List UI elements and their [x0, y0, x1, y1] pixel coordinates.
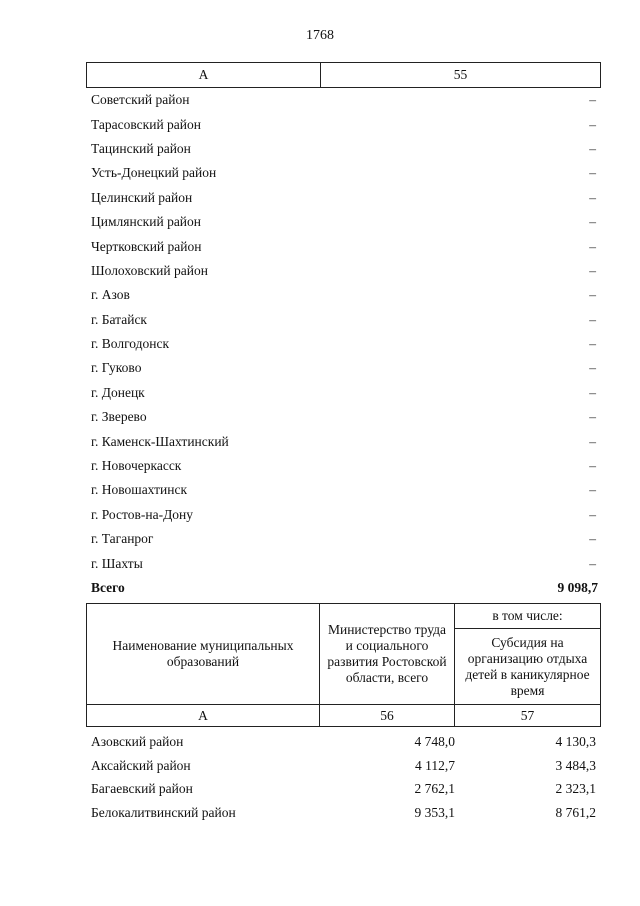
row-name: Чертковский район — [91, 238, 202, 254]
row-value: – — [589, 116, 596, 132]
row-value: – — [589, 165, 596, 181]
table-row — [91, 161, 598, 185]
table-row — [91, 381, 598, 405]
row-value: – — [589, 409, 596, 425]
row-name: Белокалитвинский район — [91, 805, 236, 821]
row-value: – — [589, 555, 596, 571]
table-row — [91, 234, 598, 258]
table-row — [91, 454, 598, 478]
table-row — [91, 551, 598, 575]
row-value: – — [589, 140, 596, 156]
row-value-57: 3 484,3 — [555, 757, 596, 773]
table-row — [91, 429, 598, 453]
row-value: – — [589, 506, 596, 522]
row-name: г. Новочеркасск — [91, 458, 182, 474]
row-value: – — [589, 92, 596, 108]
row-value-56: 4 748,0 — [414, 733, 455, 749]
row-name: Цимлянский район — [91, 214, 202, 230]
row-name: Целинский район — [91, 189, 193, 205]
row-name: г. Таганрог — [91, 531, 154, 547]
row-name: Усть-Донецкий район — [91, 165, 217, 181]
row-name: г. Донецк — [91, 384, 145, 400]
table-row — [91, 754, 596, 778]
table-header-1 — [86, 62, 601, 88]
row-value: – — [589, 214, 596, 230]
index-a: А — [87, 705, 320, 727]
table-row — [91, 210, 598, 234]
table-header-2 — [86, 603, 601, 727]
row-value-56: 9 353,1 — [414, 805, 455, 821]
header-including: в том числе: — [455, 604, 601, 629]
total-value: 9 098,7 — [557, 580, 598, 595]
table-row — [91, 137, 598, 161]
row-value: – — [589, 458, 596, 474]
row-value: – — [589, 433, 596, 449]
table-row — [91, 478, 598, 502]
total-label: Всего — [91, 580, 125, 595]
table-row — [91, 503, 598, 527]
table1-rows — [91, 88, 598, 600]
table-row — [91, 283, 598, 307]
row-value: – — [589, 287, 596, 303]
table-row — [91, 112, 598, 136]
row-name: г. Гуково — [91, 360, 142, 376]
row-value-57: 8 761,2 — [555, 805, 596, 821]
row-value: – — [589, 189, 596, 205]
row-value: – — [589, 262, 596, 278]
row-name: г. Ростов-на-Дону — [91, 506, 194, 522]
table-row — [91, 88, 598, 112]
row-name: г. Шахты — [91, 555, 143, 571]
row-value-57: 4 130,3 — [555, 733, 596, 749]
table2-rows — [91, 730, 596, 825]
table-row — [91, 730, 596, 754]
row-name: г. Волгодонск — [91, 336, 170, 352]
row-name: г. Новошахтинск — [91, 482, 187, 498]
row-name: Советский район — [91, 92, 190, 108]
row-name: г. Батайск — [91, 311, 147, 327]
row-value: – — [589, 531, 596, 547]
table-row — [91, 801, 596, 825]
total-row — [91, 576, 598, 600]
row-name: г. Каменск-Шахтинский — [91, 433, 229, 449]
row-value: – — [589, 482, 596, 498]
table-row — [91, 259, 598, 283]
row-value: – — [589, 311, 596, 327]
row-value-56: 2 762,1 — [414, 781, 455, 797]
table-row — [91, 186, 598, 210]
header-ministry-total: Министерство труда и социального развития Ростовской области, всего — [320, 604, 455, 705]
row-value: – — [589, 384, 596, 400]
table-row — [91, 308, 598, 332]
row-value: – — [589, 360, 596, 376]
row-value: – — [589, 336, 596, 352]
header-subsidy: Субсидия на организацию отдыха детей в каникулярное время — [455, 629, 601, 705]
row-value: – — [589, 238, 596, 254]
row-name: Тарасовский район — [91, 116, 201, 132]
table-row — [91, 405, 598, 429]
row-name: Азовский район — [91, 733, 184, 749]
index-56: 56 — [320, 705, 455, 727]
table-row — [91, 356, 598, 380]
column-55-header: 55 — [321, 63, 601, 88]
row-value-57: 2 323,1 — [555, 781, 596, 797]
column-a-header: А — [87, 63, 321, 88]
row-name: Тацинский район — [91, 140, 191, 156]
index-57: 57 — [455, 705, 601, 727]
row-name: г. Азов — [91, 287, 130, 303]
page-number: 1768 — [306, 28, 334, 43]
header-municipal-name: Наименование муниципальных образований — [87, 604, 320, 705]
table-row — [91, 332, 598, 356]
row-name: г. Зверево — [91, 409, 147, 425]
row-name: Аксайский район — [91, 757, 191, 773]
table-row — [91, 527, 598, 551]
row-name: Багаевский район — [91, 781, 193, 797]
row-name: Шолоховский район — [91, 262, 208, 278]
row-value-56: 4 112,7 — [415, 757, 455, 773]
table-row — [91, 778, 596, 802]
